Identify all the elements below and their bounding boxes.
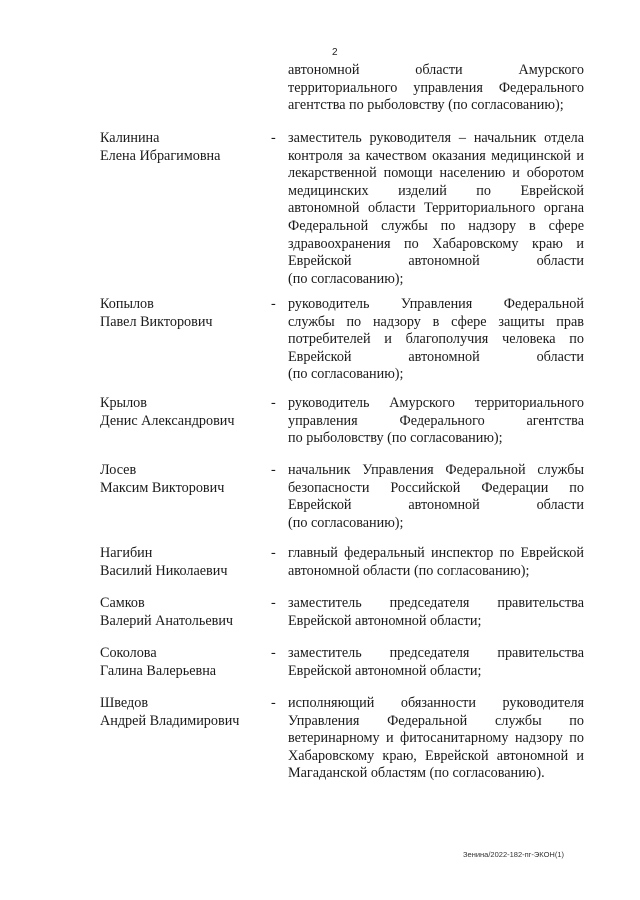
- member-name: [100, 645, 270, 680]
- member-given-names: Елена Ибрагимовна: [100, 147, 221, 164]
- position-line: по рыболовству (по согласованию);: [288, 430, 503, 447]
- member-surname: Самков: [100, 595, 145, 611]
- member-surname: Нагибин: [100, 545, 153, 561]
- member-surname: Копылов: [100, 296, 154, 312]
- position-line: начальник Управления Федеральной службы: [288, 462, 584, 478]
- position-line: службы по надзору в сфере защиты прав: [288, 313, 584, 330]
- position-line: исполняющий обязанности руководителя: [288, 695, 584, 711]
- position-line: руководитель Амурского территориального: [288, 395, 584, 411]
- position-line: медицинских изделий по Еврейской: [288, 182, 584, 199]
- position-line: безопасности Российской Федерации по: [288, 479, 584, 496]
- position-line: ветеринарному и фитосанитарному надзору по: [288, 730, 584, 747]
- position-line: (по согласованию);: [288, 366, 404, 383]
- member-position: [288, 595, 584, 630]
- position-line: (по согласованию);: [288, 270, 404, 287]
- position-line: Магаданской областям (по согласованию).: [288, 765, 545, 782]
- member-position: [288, 395, 584, 448]
- member-name: [100, 462, 270, 497]
- separator-dash: -: [271, 695, 276, 711]
- member-name: [100, 545, 270, 580]
- position-line: Еврейской автономной области;: [288, 612, 482, 629]
- member-given-names: Галина Валерьевна: [100, 662, 217, 679]
- member-name: [100, 296, 270, 331]
- member-surname: Лосев: [100, 462, 137, 478]
- position-line: лекарственной помощи населению и оборотом: [288, 165, 584, 182]
- member-position: [288, 545, 584, 580]
- position-line: потребителей и благополучия человека по: [288, 331, 584, 348]
- separator-dash: -: [271, 462, 276, 478]
- separator-dash: -: [271, 595, 276, 611]
- position-line: Еврейской автономной области: [288, 253, 584, 270]
- member-given-names: Валерий Анатольевич: [100, 612, 234, 629]
- position-line: Еврейской автономной области: [288, 348, 584, 365]
- member-surname: Соколова: [100, 645, 157, 661]
- member-position: [288, 645, 584, 680]
- member-surname: Крылов: [100, 395, 147, 411]
- member-name: [100, 130, 270, 165]
- position-line: Управления Федеральной службы по: [288, 712, 584, 729]
- member-position: [288, 296, 584, 384]
- member-given-names: Андрей Владимирович: [100, 712, 240, 729]
- position-line: главный федеральный инспектор по Еврейской: [288, 545, 584, 561]
- member-position: [288, 695, 584, 783]
- position-line: автономной области (по согласованию);: [288, 562, 530, 579]
- member-name: [100, 695, 270, 730]
- position-line: заместитель руководителя – начальник отдела: [288, 130, 584, 146]
- separator-dash: -: [271, 545, 276, 561]
- position-line: здравоохранения по Хабаровскому краю и: [288, 235, 584, 252]
- position-line: Еврейской автономной области;: [288, 662, 482, 679]
- member-given-names: Василий Николаевич: [100, 562, 228, 579]
- position-line: контроля за качеством оказания медицинской и: [288, 147, 584, 164]
- member-given-names: Денис Александрович: [100, 412, 235, 429]
- separator-dash: -: [271, 130, 276, 146]
- member-given-names: Павел Викторович: [100, 313, 213, 330]
- member-surname: Калинина: [100, 130, 160, 146]
- member-name: [100, 595, 270, 630]
- document-code-footer: Зенина/2022-182-пг-ЭКОН(1): [463, 850, 565, 859]
- position-line: (по согласованию);: [288, 514, 404, 531]
- member-given-names: Максим Викторович: [100, 479, 225, 496]
- member-position: [288, 462, 584, 532]
- member-name: [100, 395, 270, 430]
- member-position: [288, 130, 584, 288]
- continuation-line: автономной области Амурского: [288, 62, 584, 78]
- separator-dash: -: [271, 395, 276, 411]
- position-line: управления Федерального агентства: [288, 412, 584, 429]
- continuation-text: [288, 62, 584, 115]
- separator-dash: -: [271, 645, 276, 661]
- continuation-line: агентства по рыболовству (по согласованию);: [288, 97, 564, 114]
- member-surname: Шведов: [100, 695, 149, 711]
- position-line: руководитель Управления Федеральной: [288, 296, 584, 312]
- position-line: заместитель председателя правительства: [288, 595, 584, 611]
- position-line: Федеральной службы по надзору в сфере: [288, 217, 584, 234]
- separator-dash: -: [271, 296, 276, 312]
- page-number: 2: [332, 47, 338, 58]
- position-line: Хабаровскому краю, Еврейской автономной и: [288, 747, 584, 764]
- continuation-line: территориального управления Федерального: [288, 79, 584, 96]
- position-line: заместитель председателя правительства: [288, 645, 584, 661]
- position-line: Еврейской автономной области: [288, 497, 584, 514]
- position-line: автономной области Территориального органа: [288, 200, 584, 217]
